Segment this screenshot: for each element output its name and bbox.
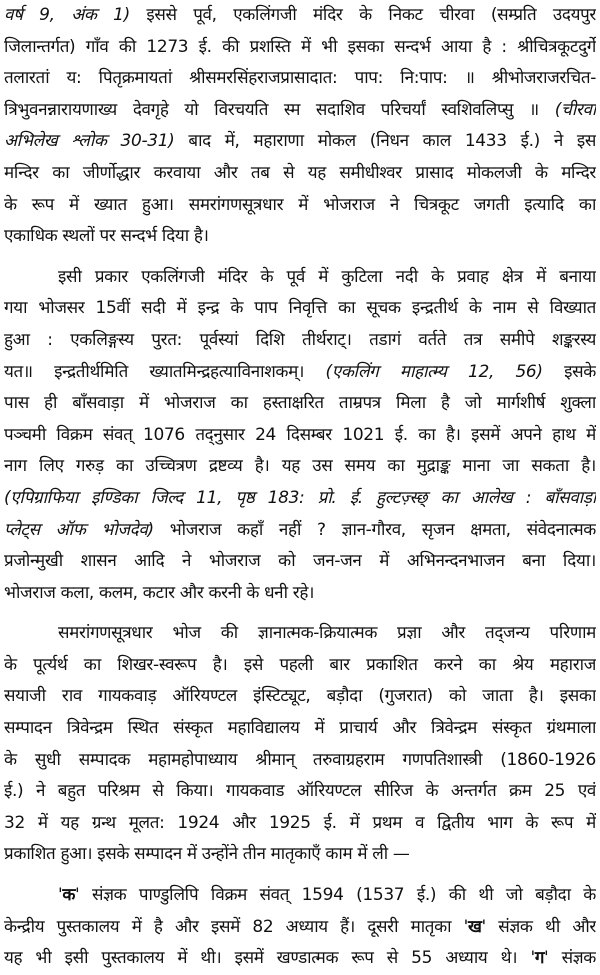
body-text: 32 में यह ग्रन्थ मूलत: 1924 और 1925 ई. में प्रथम व द्वितीय भाग के रूप में [4, 812, 596, 833]
body-text: नाग लिए गरुड़ का उच्चित्रण द्रष्टव्य है। यह उस समय का मुद्राङ्क माना जा सकता है। [4, 456, 596, 477]
text-line [4, 681, 596, 713]
text-line [4, 618, 596, 650]
body-text: इसके [542, 361, 596, 382]
text-line [4, 839, 596, 871]
text-line [4, 713, 596, 745]
text-line [4, 776, 596, 808]
text-line [4, 420, 596, 452]
body-text: के रूप में ख्यात हुआ। समरांगणसूत्रधार में भोजराज ने चित्रकूट जगती इत्यादि का [4, 194, 596, 215]
body-text: ' संज्ञक थी और [481, 916, 596, 937]
body-text: तलारतां य: पितृक्रमायतां श्रीसमरसिंहराजप्रासादात: पाप: नि:पाप: ॥ श्रीभोजराजरचित- [4, 68, 596, 89]
document-page [4, 0, 596, 975]
text-line [4, 943, 596, 975]
body-text: यह भी इसी पुस्तकालय में थी। इसमें खण्डात्मक रूप से 55 अध्याय थे। ' [4, 948, 535, 969]
body-text: पञ्चमी विक्रम संवत् 1076 तद्नुसार 24 दिसम्बर 1021 ई. का है। इसमें अपने हाथ में [4, 424, 596, 445]
text-line [4, 293, 596, 325]
text-line [4, 262, 596, 294]
text-line [4, 451, 596, 483]
body-text: के पूर्त्यर्थ का शिखर-स्वरूप है। इसे पहली बार प्रकाशित करने का श्रेय महाराज [4, 654, 596, 675]
citation-text: वर्ष 9, अंक 1) [4, 5, 130, 25]
paragraph-gap [4, 609, 596, 618]
body-text: सम्पादन त्रिवेन्द्रम स्थित संस्कृत महाविद्यालय में प्राचार्य और त्रिवेन्द्रम संस्कृत ग्रंथमाला [4, 718, 596, 739]
body-text: सयाजी राव गायकवाड़ ऑरियण्टल इंस्टिट्यूट, बड़ौदा (गुजरात) को जाता है। इसका [4, 686, 596, 707]
text-line [4, 126, 596, 158]
text-line [4, 325, 596, 357]
body-text: ' [58, 885, 63, 906]
body-text: प्रजोन्मुखी शासन आदि ने भोजराज को जन-जन में अभिनन्दनभाजन बना दिया। [4, 551, 596, 572]
body-text: यत॥ इन्द्रतीर्थमिति ख्यातमिन्द्रहत्याविनाशकम्। [4, 361, 326, 382]
body-text: भोजराज कला, कलम, कटार और करनी के धनी रहे। [4, 582, 315, 603]
body-text: प्रकाशित हुआ। इसके सम्पादन में उन्होंने तीन मातृकाएँ काम में ली — [4, 844, 410, 865]
body-text: के सुधी सम्पादक महामहोपाध्याय श्रीमान् तरुवाग्रहराम गणपतिशास्त्री (1860-1926 [4, 749, 596, 770]
paragraph [4, 618, 596, 871]
text-line [4, 190, 596, 222]
body-text: भोजराज कहाँ नहीं ? ज्ञान-गौरव, सृजन क्षमता, संवेदनात्मक [153, 519, 596, 540]
manuscript-label: क [62, 885, 76, 906]
body-text: गया भोजसर 15वीं सदी में इन्द्र के पाप निवृत्ति का सूचक इन्द्रतीर्थ के नाम से विख्यात [4, 298, 596, 319]
body-text: ' संज्ञक पाण्डुलिपि विक्रम संवत् 1594 (1537 ई.) की थी जो बड़ौदा के [75, 885, 596, 906]
body-text: समरांगणसूत्रधार भोज की ज्ञानात्मक-क्रियात्मक प्रज्ञा और तद्जन्य परिणाम [58, 623, 596, 644]
text-line [4, 578, 596, 610]
citation-text: अभिलेख श्लोक 30-31) [4, 131, 175, 152]
text-line [4, 158, 596, 190]
text-line [4, 388, 596, 420]
text-line [4, 483, 596, 515]
body-text: इससे पूर्व, एकलिंगजी मंदिर के निकट चीरवा (सम्प्रति उदयपुर [129, 5, 596, 25]
text-line [4, 32, 596, 64]
body-text: जिलान्तर्गत) गाँव की 1273 ई. की प्रशस्ति में भी इसका सन्दर्भ आया है : श्रीचित्रकूटदुर्गे [4, 36, 596, 57]
body-text: हुआ : एकलिङ्गस्य पुरत: पूर्वस्यां दिशि तीर्थराट्। तडागं वर्तते तत्र समीपे शङ्करस्य [4, 329, 596, 350]
body-text: इसी प्रकार एकलिंगजी मंदिर के पूर्व में कुटिला नदी के प्रवाह क्षेत्र में बनाया [58, 266, 596, 287]
body-text: ' संज्ञक [544, 948, 596, 969]
body-text: एकाधिक स्थलों पर सन्दर्भ दिया है। [4, 226, 209, 247]
text-line [4, 515, 596, 547]
paragraph [4, 880, 596, 975]
body-text: मन्दिर का जीर्णोद्धार करवाया और तब से यह समीधीश्वर प्रासाद मोकलजी के मन्दिर [4, 162, 596, 183]
body-text: बाद में, महाराणा मोकल (निधन काल 1433 ई.) ने इस [174, 131, 596, 152]
text-line [4, 650, 596, 682]
text-line [4, 546, 596, 578]
text-line [4, 357, 596, 389]
manuscript-label: ख [467, 916, 482, 937]
body-text: पास ही बाँसवाड़ा में भोजराज का हस्ताक्षरित ताम्रपत्र मिला है जो मार्गशीर्ष शुक्ला [4, 393, 596, 414]
text-line [4, 912, 596, 944]
text-line [4, 808, 596, 840]
citation-text: (एकलिंग माहात्म्य 12, 56) [325, 361, 543, 382]
paragraph-gap [4, 253, 596, 262]
citation-text: (एपिग्राफिया इण्डिका जिल्द 11, पृष्ठ 183: प्रो. ई. हुल्टज़्स्छ् का आलेख : बाँसवाड़ा [4, 487, 596, 508]
text-line [4, 221, 596, 253]
paragraph [4, 262, 596, 610]
text-line [4, 880, 596, 912]
body-text: केन्द्रीय पुस्तकालय में है और इसमें 82 अध्याय हैं। दूसरी मातृका ' [4, 916, 468, 937]
manuscript-label: ग [534, 948, 545, 969]
text-line [4, 745, 596, 777]
citation-text: प्लेट्स ऑफ भोजदेव) [4, 519, 154, 540]
text-line [4, 0, 596, 32]
text-line [4, 95, 596, 127]
citation-text: (चीरवा [554, 99, 596, 120]
body-text: त्रिभुवनन्नारायणाख्य देवगृहे यो विरचयति स्म सदाशिव परिचर्यां स्वशिवलिप्सु ॥ [4, 99, 555, 120]
body-text: ई.) ने बहुत परिश्रम से किया। गायकवाड ऑरियण्टल सीरिज के अन्तर्गत क्रम 25 एवं [4, 781, 596, 802]
paragraph-gap [4, 871, 596, 880]
paragraph [4, 0, 596, 253]
text-line [4, 63, 596, 95]
